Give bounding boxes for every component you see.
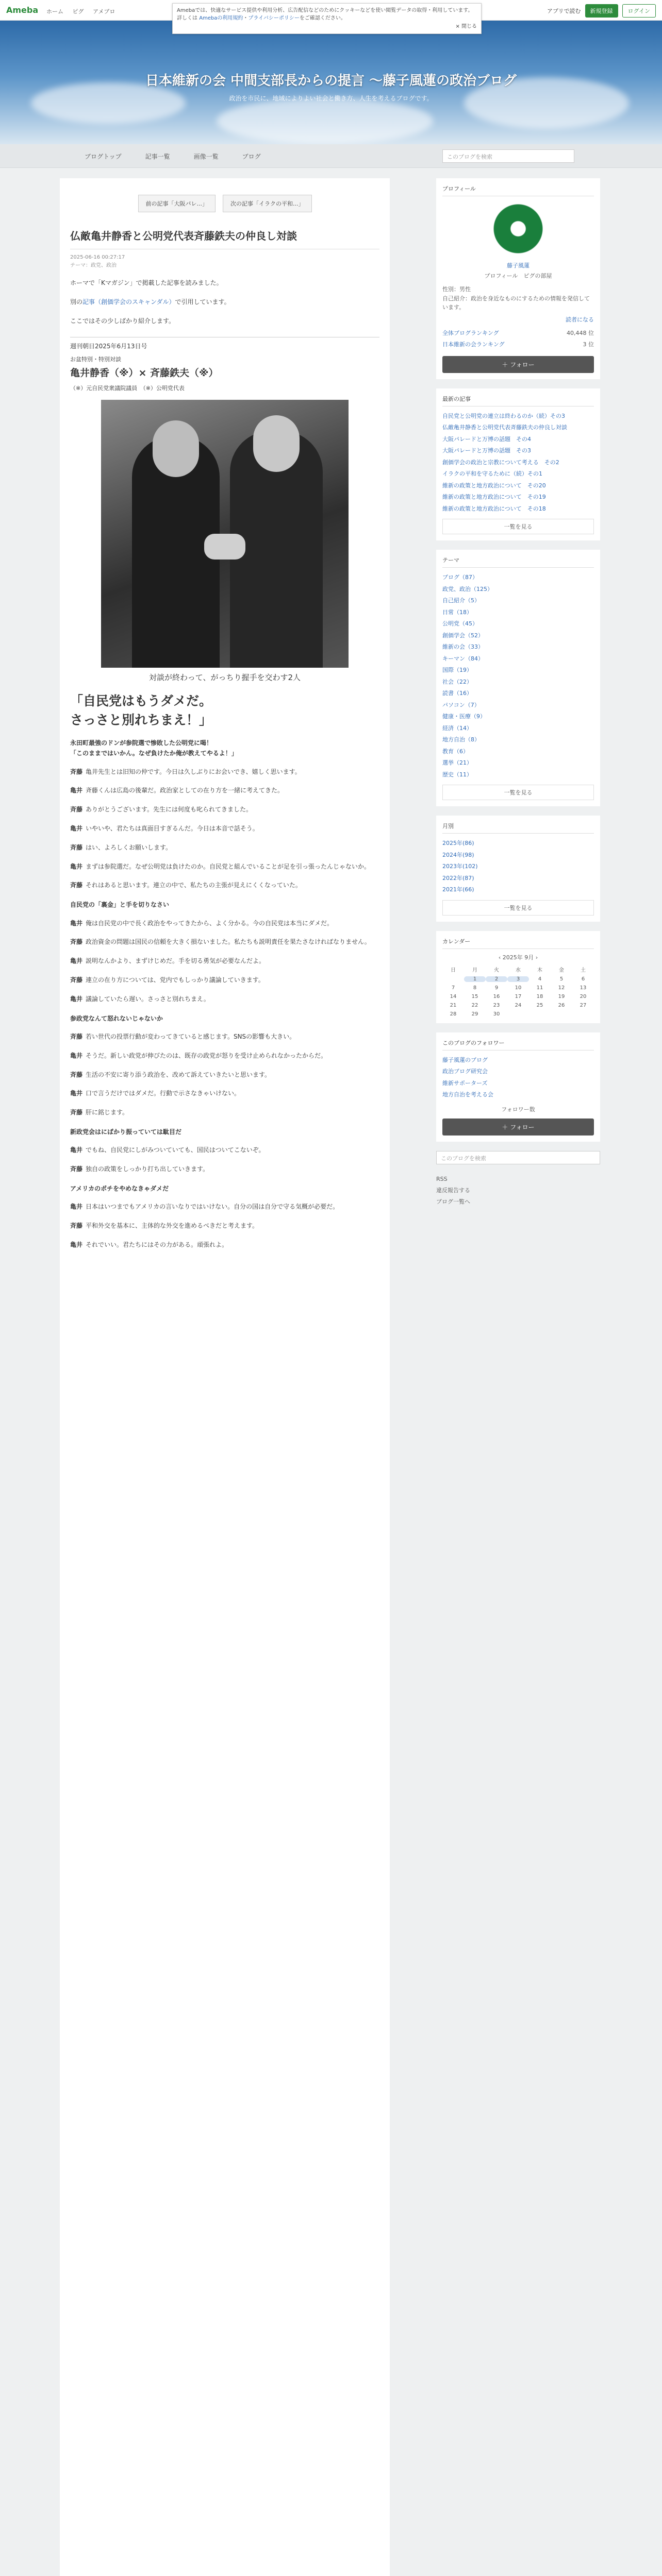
speaker-name: 斉藤 bbox=[70, 1033, 83, 1041]
dialogue-block bbox=[70, 1201, 379, 1250]
blog-subtitle: 政治を市民に、地域によりよい社会と働き方、人生を考えるブログです。 bbox=[229, 95, 433, 102]
calendar-day[interactable]: 22 bbox=[471, 1002, 478, 1008]
ranking-list bbox=[442, 328, 594, 351]
p2-prefix: 別の bbox=[70, 298, 83, 306]
dialogue-names: 亀井静香（※）× 斉藤鉄夫（※） bbox=[70, 367, 219, 379]
plus-icon: ＋ bbox=[502, 1123, 510, 1131]
dialogue-line bbox=[70, 918, 379, 929]
dialogue-line bbox=[70, 1107, 379, 1118]
topbar-actions bbox=[547, 4, 656, 18]
theme-more-button[interactable]: 一覧を見る bbox=[442, 785, 594, 800]
profile-box bbox=[436, 178, 600, 379]
calendar-day[interactable]: 2 bbox=[486, 976, 507, 982]
speaker-text: 亀井先生とは旧知の仲です。今日は久しぶりにお会いでき、嬉しく思います。 bbox=[86, 768, 301, 775]
calendar-grid bbox=[442, 965, 594, 1017]
sidebar-footer-links bbox=[436, 1174, 600, 1208]
article-title[interactable]: 仏敵亀井静香と公明党代表斉藤鉄夫の仲良し対談 bbox=[70, 228, 379, 249]
speaker-name: 亀井 bbox=[70, 825, 83, 833]
calendar-day[interactable]: 28 bbox=[450, 1011, 457, 1017]
speaker-name: 斉藤 bbox=[70, 806, 83, 814]
dialogue-line bbox=[70, 1088, 379, 1099]
theme-link[interactable]: 読書（16） bbox=[442, 690, 472, 697]
blog-list-link[interactable]: ブログ一覧へ bbox=[436, 1198, 470, 1205]
theme-link[interactable]: 社会（22） bbox=[442, 678, 472, 685]
headline-line-2: さっさと別れちまえ！」 bbox=[70, 712, 212, 727]
dialogue-line bbox=[70, 785, 379, 796]
recent-article-link[interactable]: 自民党と公明党の連立は終わるのか（続）その3 bbox=[442, 412, 565, 419]
calendar-day[interactable]: 10 bbox=[515, 985, 522, 991]
dialogue-line bbox=[70, 974, 379, 986]
theme-link[interactable]: 歴史（11） bbox=[442, 771, 472, 778]
calendar-day[interactable]: 27 bbox=[580, 1002, 587, 1008]
dialogue-line bbox=[70, 1201, 379, 1213]
dialogue-line bbox=[70, 842, 379, 854]
calendar-day[interactable]: 21 bbox=[450, 1002, 457, 1008]
follower-link[interactable]: 政治ブログ研究会 bbox=[442, 1068, 488, 1075]
speaker-name: 斉藤 bbox=[70, 1165, 83, 1173]
speaker-name: 亀井 bbox=[70, 1203, 83, 1211]
issue-label: 週刊朝日2025年6月13日号 bbox=[70, 337, 379, 350]
article-headline bbox=[70, 692, 379, 730]
dialogue-block bbox=[70, 766, 379, 892]
sidebar bbox=[436, 178, 600, 1208]
theme-heading: テーマ bbox=[442, 556, 594, 568]
dialogue-line bbox=[70, 861, 379, 873]
speaker-text: 平和外交を基本に、主体的な外交を進めるべきだと考えます。 bbox=[86, 1222, 259, 1230]
speaker-text: いやいや、君たちは真面目すぎるんだ。今日は本音で話そう。 bbox=[86, 825, 259, 833]
nav-blog-top[interactable]: ブログトップ bbox=[85, 153, 122, 160]
archive-link[interactable]: 2021年(66) bbox=[442, 886, 474, 893]
recent-heading: 最新の記事 bbox=[442, 395, 594, 406]
speaker-name: 亀井 bbox=[70, 1052, 83, 1059]
dialogue-line bbox=[70, 1239, 379, 1251]
photo-caption: 対談が終わって、がっちり握手を交わす2人 bbox=[148, 673, 301, 683]
calendar-day[interactable]: 5 bbox=[559, 976, 564, 982]
dialogue-line bbox=[70, 936, 379, 948]
speaker-text: 若い世代の投票行動が変わってきていると感じます。SNSの影響も大きい。 bbox=[86, 1033, 296, 1041]
dialogue-line bbox=[70, 1220, 379, 1232]
article-meta bbox=[70, 253, 379, 270]
follow-label: フォロー bbox=[510, 361, 535, 368]
dialogue-line bbox=[70, 993, 379, 1005]
speaker-name: 亀井 bbox=[70, 1146, 83, 1154]
calendar-weekday: 金 bbox=[559, 967, 564, 973]
calendar-day[interactable]: 19 bbox=[558, 993, 565, 999]
speaker-text: それでいい。君たちにはその力がある。頑張れよ。 bbox=[86, 1241, 228, 1248]
calendar-weekday: 木 bbox=[537, 967, 542, 973]
article-date: 2025-06-16 00:27:17 bbox=[70, 255, 125, 260]
recent-list bbox=[442, 411, 594, 515]
section-heading: 参政党なんて怒れないじゃないか bbox=[70, 1014, 163, 1022]
speaker-text: 独自の政策をしっかり打ち出していきます。 bbox=[86, 1165, 209, 1173]
calendar-heading: カレンダー bbox=[442, 937, 594, 949]
recent-more-button[interactable]: 一覧を見る bbox=[442, 519, 594, 534]
speaker-name: 亀井 bbox=[70, 1090, 83, 1097]
blog-title[interactable]: 日本維新の会 中間支部長からの提言 〜藤子風蓮の政治ブログ bbox=[145, 73, 517, 89]
speaker-text: ありがとうございます。先生には何度も叱られてきました。 bbox=[86, 806, 253, 814]
section-heading: 自民党の「裏金」と手を切りなさい bbox=[70, 901, 170, 909]
dialogue-line bbox=[70, 823, 379, 835]
privacy-link[interactable]: プライバシーポリシー bbox=[248, 15, 300, 21]
calendar-day[interactable]: 9 bbox=[494, 985, 499, 991]
section-heading: 新政党会はにばかり振っていては駄目だ bbox=[70, 1128, 182, 1136]
sidebar-search-input[interactable]: このブログを検索 bbox=[436, 1151, 600, 1164]
speaker-text: 日本はいつまでもアメリカの言いなりではいけない。自分の国は自分で守る気概が必要だ。 bbox=[86, 1203, 339, 1211]
notice-tail: をご確認ください。 bbox=[299, 15, 346, 21]
theme-link[interactable]: キーマン（84） bbox=[442, 655, 484, 662]
speaker-name: 亀井 bbox=[70, 957, 83, 965]
p2-suffix: で引用しています。 bbox=[175, 298, 230, 306]
dialogue-roles: （※）元自民党衆議院議員 （※）公明党代表 bbox=[70, 384, 185, 392]
speaker-text: 連立の在り方については、党内でもしっかり議論していきます。 bbox=[86, 976, 264, 984]
calendar-weekday: 火 bbox=[494, 967, 499, 973]
calendar-day[interactable]: 16 bbox=[493, 993, 500, 999]
calendar-day[interactable]: 14 bbox=[450, 993, 457, 999]
theme-link[interactable]: 選挙（21） bbox=[442, 759, 472, 767]
article-pager bbox=[70, 195, 379, 212]
recent-article-link[interactable]: 維新の政策と地方政治について その19 bbox=[442, 494, 546, 501]
theme-link[interactable]: 健康・医療（9） bbox=[442, 713, 486, 720]
recent-article-link[interactable]: イラクの平和を守るために（続）その1 bbox=[442, 470, 542, 478]
calendar-day[interactable]: 8 bbox=[473, 985, 477, 991]
follower-link[interactable]: 維新サポーターズ bbox=[442, 1079, 488, 1087]
ranking-value: 3 位 bbox=[583, 341, 594, 348]
dialogue-line bbox=[70, 804, 379, 816]
theme-link[interactable]: 経済（14） bbox=[442, 724, 472, 732]
dialogue-line bbox=[70, 766, 379, 778]
calendar-day[interactable]: 24 bbox=[515, 1002, 522, 1008]
ameba-logo[interactable]: Ameba bbox=[6, 5, 39, 15]
speaker-text: 斉藤くんは広島の後輩だ。政治家としての在り方を一緒に考えてきた。 bbox=[86, 787, 284, 794]
lead-line: 永田町最強のドンが参院選で惨敗した公明党に喝！ bbox=[70, 739, 213, 747]
calendar-day[interactable]: 30 bbox=[493, 1011, 500, 1017]
calendar-day[interactable]: 3 bbox=[507, 976, 529, 982]
speaker-name: 斉藤 bbox=[70, 976, 83, 984]
followers-heading: このブログのフォロワー bbox=[442, 1039, 594, 1050]
ranking-value: 40,448 位 bbox=[567, 329, 594, 336]
theme-link[interactable]: 教育（6） bbox=[442, 748, 469, 755]
speaker-text: はい、よろしくお願いします。 bbox=[86, 843, 172, 851]
followers-box bbox=[436, 1032, 600, 1142]
follow-button[interactable] bbox=[442, 356, 594, 373]
lead-line: 「このままではいかん。なぜ負けたか俺が教えてやるよ！」 bbox=[70, 750, 238, 757]
archive-link[interactable]: 2024年(98) bbox=[442, 851, 474, 858]
theme-link[interactable]: パソコン（7） bbox=[442, 701, 480, 708]
theme-link[interactable]: 公明党（45） bbox=[442, 620, 478, 628]
speaker-text: 議論していたら遅い。さっさと別れちまえ。 bbox=[86, 995, 210, 1003]
calendar-day[interactable]: 26 bbox=[558, 1002, 565, 1008]
theme-link[interactable]: 自己紹介（5） bbox=[442, 597, 480, 604]
archive-heading: 月別 bbox=[442, 822, 594, 834]
speaker-text: 説明なんかより、まずけじめだ。手を切る勇気が必要なんだよ。 bbox=[86, 957, 266, 965]
calendar-day[interactable]: 11 bbox=[536, 985, 543, 991]
speaker-name: 斉藤 bbox=[70, 1071, 83, 1078]
dialogue-line bbox=[70, 1050, 379, 1062]
related-article-link[interactable]: 記事（創価学会のスキャンダル） bbox=[82, 298, 175, 306]
article-paragraph: ホーマで「Kマガジン」で掲載した記事を読みました。 bbox=[70, 279, 223, 286]
speaker-text: まずは参院選だ。なぜ公明党は負けたのか。自民党と組んでいることが足を引っ張ったんじゃないか。 bbox=[86, 862, 371, 870]
nav-home[interactable]: ホーム bbox=[46, 8, 63, 15]
calendar-day[interactable]: 12 bbox=[558, 985, 565, 991]
calendar-month-label: 2025年 9月 bbox=[502, 954, 534, 961]
speaker-name: 斉藤 bbox=[70, 1222, 83, 1230]
calendar-day[interactable]: 13 bbox=[580, 985, 587, 991]
ranking-row bbox=[442, 339, 594, 351]
recent-article-link[interactable]: 仏敵亀井静香と公明党代表斉藤鉄夫の仲良し対談 bbox=[442, 424, 567, 431]
cookie-notice bbox=[172, 3, 482, 34]
app-read-link[interactable]: アプリで読む bbox=[547, 8, 581, 14]
nav-article-list[interactable]: 記事一覧 bbox=[145, 153, 170, 160]
avatar[interactable] bbox=[490, 200, 547, 257]
speaker-name: 亀井 bbox=[70, 862, 83, 870]
calendar-day[interactable]: 7 bbox=[451, 985, 455, 991]
topbar-nav bbox=[46, 7, 122, 15]
article-column bbox=[60, 178, 390, 2576]
dialogue-block bbox=[70, 918, 379, 1005]
speaker-name: 亀井 bbox=[70, 787, 83, 794]
speaker-text: 政治資金の問題は国民の信頼を大きく損ないました。私たちも説明責任を果たさなければなりません。 bbox=[86, 938, 371, 946]
speaker-text: それはあると思います。連立の中で、私たちの主張が見えにくくなっていた。 bbox=[86, 882, 302, 889]
archive-link[interactable]: 2022年(87) bbox=[442, 874, 474, 882]
blog-header-banner bbox=[0, 21, 662, 144]
ranking-row bbox=[442, 328, 594, 340]
next-article-button[interactable]: 次の記事「イラクの平和...」 bbox=[223, 195, 312, 212]
dialogue-block bbox=[70, 1144, 379, 1175]
rss-link[interactable]: RSS bbox=[436, 1175, 448, 1182]
speaker-name: 斉藤 bbox=[70, 938, 83, 946]
prev-article-button[interactable]: 前の記事「大阪パレ...」 bbox=[138, 195, 216, 212]
report-link[interactable]: 違反報告する bbox=[436, 1187, 470, 1194]
blog-search-input[interactable]: このブログを検索 bbox=[442, 149, 574, 163]
dialogue-line bbox=[70, 1031, 379, 1043]
head-right bbox=[253, 415, 300, 472]
dialogue-line bbox=[70, 1163, 379, 1175]
recent-article-link[interactable]: 維新の政策と地方政治について その18 bbox=[442, 505, 546, 512]
article-paragraph bbox=[70, 296, 379, 308]
follower-link[interactable]: 地方自治を考える会 bbox=[442, 1091, 493, 1098]
calendar-day[interactable]: 18 bbox=[536, 993, 543, 999]
calendar-month bbox=[442, 953, 594, 961]
calendar-weekday: 月 bbox=[472, 967, 477, 973]
speaker-text: 生活の不安に寄り添う政治を、改めて訴えていきたいと思います。 bbox=[86, 1071, 271, 1078]
archive-link[interactable]: 2025年(86) bbox=[442, 840, 474, 847]
blog-nav bbox=[0, 144, 662, 168]
theme-link[interactable]: ブログ（87） bbox=[442, 574, 478, 581]
plus-icon: ＋ bbox=[502, 361, 510, 368]
profile-links[interactable]: プロフィール ピグの部屋 bbox=[484, 273, 552, 279]
recent-article-link[interactable]: 維新の政策と地方政治について その20 bbox=[442, 482, 546, 489]
calendar-weekday: 日 bbox=[451, 967, 456, 973]
theme-link[interactable]: 維新の会（33） bbox=[442, 643, 484, 651]
calendar-day[interactable]: 6 bbox=[581, 976, 585, 982]
dialogue-line bbox=[70, 1069, 379, 1081]
theme-link[interactable]: 政党、政治（125） bbox=[442, 585, 493, 592]
profile-name[interactable]: 藤子風蓮 bbox=[507, 262, 529, 269]
speaker-name: 斉藤 bbox=[70, 882, 83, 889]
archive-list bbox=[442, 838, 594, 896]
speaker-text: 肝に銘じます。 bbox=[86, 1109, 129, 1116]
calendar-day[interactable]: 15 bbox=[471, 993, 478, 999]
recent-box bbox=[436, 388, 600, 541]
follower-link[interactable]: 藤子風蓮のブログ bbox=[442, 1056, 488, 1063]
speaker-text: そうだ。新しい政党が伸びたのは、既存の政党が怒りを受け止められなかったからだ。 bbox=[86, 1052, 327, 1059]
calendar-day bbox=[442, 976, 464, 982]
theme-box bbox=[436, 550, 600, 806]
speaker-name: 斉藤 bbox=[70, 768, 83, 775]
nav-image-list[interactable]: 画像一覧 bbox=[193, 153, 219, 160]
handshake bbox=[204, 534, 245, 560]
notice-and: ・ bbox=[243, 15, 249, 21]
speaker-name: 斉藤 bbox=[70, 1109, 83, 1116]
speaker-name: 亀井 bbox=[70, 919, 83, 927]
notice-text: Amebaでは、快適なサービス提供や利用分析、広告配信などのためにクッキーなどを使い閲覧データの取得・利用しています。詳しくは bbox=[177, 8, 473, 21]
speaker-text: 俺は自民党の中で長く政治をやってきたから、よく分かる。今の自民党は本当にダメだ。 bbox=[86, 919, 334, 927]
speaker-text: 口で言うだけではダメだ。行動で示さなきゃいけない。 bbox=[86, 1090, 241, 1097]
article-paragraph: ここではその少しばかり紹介します。 bbox=[70, 317, 175, 325]
follow-label: フォロー bbox=[510, 1123, 535, 1131]
series-label: お盆特別・特別対談 bbox=[70, 356, 121, 363]
prev-month-icon[interactable]: ‹ bbox=[498, 954, 503, 961]
archive-link[interactable]: 2023年(102) bbox=[442, 863, 478, 870]
section-heading: アメリカのポチをやめなきゃダメだ bbox=[70, 1184, 169, 1192]
speaker-name: 亀井 bbox=[70, 1241, 83, 1248]
theme-link[interactable]: 創価学会（52） bbox=[442, 632, 484, 639]
calendar-weekday: 水 bbox=[516, 967, 521, 973]
calendar-day[interactable]: 20 bbox=[580, 993, 587, 999]
recent-article-link[interactable]: 大阪パレードと万博の話題 その3 bbox=[442, 447, 531, 454]
dialogue-line bbox=[70, 879, 379, 891]
head-left bbox=[153, 420, 199, 477]
ranking-label[interactable]: 日本維新の会ランキング bbox=[442, 341, 505, 348]
handshake-photo bbox=[101, 400, 349, 668]
nav-blog[interactable]: ブログ bbox=[242, 153, 261, 160]
ranking-label[interactable]: 全体ブログランキング bbox=[442, 329, 499, 336]
theme-list bbox=[442, 572, 594, 781]
dialogue-line bbox=[70, 955, 379, 967]
profile-desc: 性別：男性 自己紹介：政治を身近なものにするための情報を発信しています。 bbox=[442, 286, 590, 311]
speaker-text: でもね、自民党にしがみついていても、国民はついてこないぞ。 bbox=[86, 1146, 265, 1154]
theme-link[interactable]: 国際（19） bbox=[442, 667, 472, 674]
article-theme[interactable]: テーマ：政党、政治 bbox=[70, 263, 117, 268]
calendar-box bbox=[436, 931, 600, 1023]
profile-heading: プロフィール bbox=[442, 184, 594, 196]
notice-close-button[interactable]: × 閉じる bbox=[455, 24, 477, 29]
calendar-day[interactable]: 23 bbox=[493, 1002, 500, 1008]
follower-count[interactable]: フォロワー数 bbox=[501, 1106, 535, 1113]
nav-pigg[interactable]: ピグ bbox=[72, 8, 84, 15]
recent-article-link[interactable]: 大阪パレードと万博の話題 その4 bbox=[442, 435, 531, 443]
archive-box bbox=[436, 816, 600, 922]
calendar-weekday: 土 bbox=[581, 967, 586, 973]
blog-nav-items bbox=[85, 152, 261, 161]
nav-ameblo[interactable]: アメブロ bbox=[93, 8, 115, 15]
lead-text bbox=[70, 738, 379, 759]
dialogue-line bbox=[70, 1144, 379, 1156]
speaker-name: 斉藤 bbox=[70, 843, 83, 851]
headline-line-1: 「自民党はもうダメだ。 bbox=[70, 693, 212, 709]
cloud-shape bbox=[217, 98, 433, 144]
theme-link[interactable]: 日常（18） bbox=[442, 608, 472, 616]
speaker-name: 亀井 bbox=[70, 995, 83, 1003]
recent-article-link[interactable]: 創価学会の政治と宗教について考える その2 bbox=[442, 459, 559, 466]
readers-link[interactable]: 読者になる bbox=[566, 316, 594, 323]
login-button[interactable]: ログイン bbox=[622, 4, 656, 18]
register-button[interactable]: 新規登録 bbox=[585, 4, 618, 18]
follow-button-bottom[interactable] bbox=[442, 1118, 594, 1136]
terms-link[interactable]: Amebaの利用規約 bbox=[199, 15, 243, 21]
calendar-day[interactable]: 4 bbox=[538, 976, 542, 982]
archive-more-button[interactable]: 一覧を見る bbox=[442, 900, 594, 916]
follower-list bbox=[442, 1055, 594, 1101]
calendar-day[interactable]: 29 bbox=[471, 1011, 478, 1017]
calendar-day[interactable]: 17 bbox=[515, 993, 522, 999]
calendar-day[interactable]: 25 bbox=[536, 1002, 543, 1008]
next-month-icon[interactable]: › bbox=[534, 954, 538, 961]
calendar-day[interactable]: 1 bbox=[464, 976, 486, 982]
theme-link[interactable]: 地方自治（8） bbox=[442, 736, 480, 743]
dialogue-block bbox=[70, 1031, 379, 1118]
